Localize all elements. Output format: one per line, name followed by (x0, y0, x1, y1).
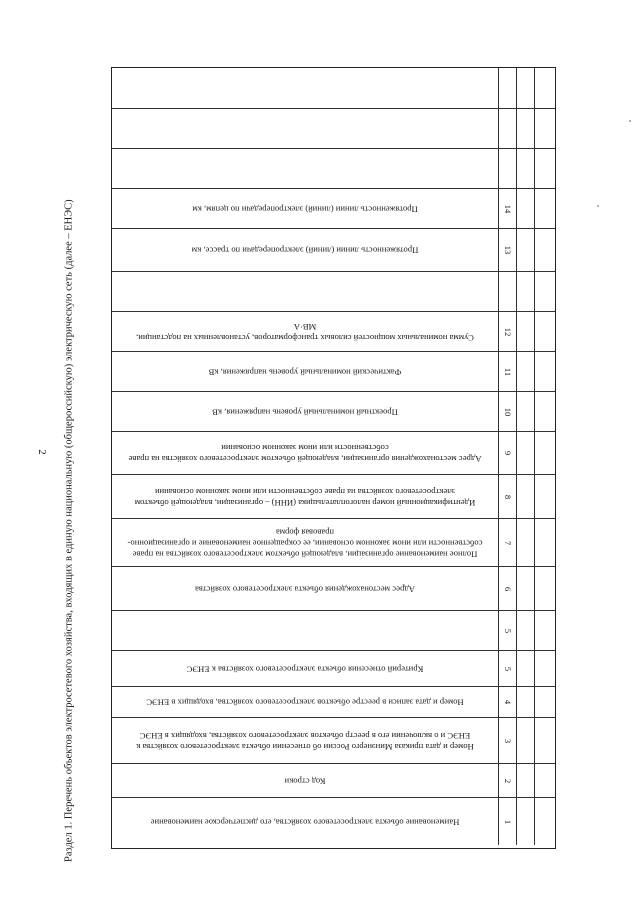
empty-cell (516, 611, 534, 650)
empty-cell (534, 272, 555, 311)
column-number-cell (498, 611, 516, 650)
enes-objects-table (111, 67, 556, 849)
table-row (112, 798, 555, 845)
column-header-label: Протяженность линии (линий) электропередачи по цепям, км (192, 204, 418, 214)
empty-cell (516, 718, 534, 763)
column-header-cell (112, 68, 498, 108)
table-row (112, 764, 555, 798)
column-header-label: Сумма номинальных мощностей силовых трансформаторов, установленных на подстанции, МВ·А (136, 321, 474, 343)
column-number-cell (498, 109, 516, 148)
empty-cell (516, 229, 534, 271)
column-number: 13 (502, 245, 513, 255)
column-number-cell (498, 189, 516, 228)
empty-cell (534, 651, 555, 686)
column-header-label: Полное наименование организации, владеющей объектом электросетевого хозяйства на праве собственности или ином законном основании, ее сокращенное наименование и организационно-правовая форма (127, 527, 483, 559)
column-number: 5 (502, 628, 513, 633)
table-row (112, 229, 555, 272)
empty-cell (534, 189, 555, 228)
table-row (112, 567, 555, 611)
column-number-cell (498, 764, 516, 797)
table-row (112, 272, 555, 312)
column-number-cell (498, 687, 516, 717)
table-row (112, 149, 555, 189)
empty-cell (534, 764, 555, 797)
empty-cell (516, 475, 534, 518)
empty-cell (516, 764, 534, 797)
empty-cell (516, 109, 534, 148)
section-title: Раздел 1. Перечень объектов электросетевого хозяйства, входящих в единую национальную (общероссийскую) электрическую сеть (далее – ЕНЭС) (63, 199, 75, 862)
column-number-cell (498, 312, 516, 351)
page-number: 2 (36, 449, 48, 455)
column-number: 6 (502, 586, 513, 591)
column-header-cell (112, 229, 498, 271)
column-number: 4 (502, 699, 513, 705)
column-number-cell (498, 519, 516, 566)
table-row (112, 475, 555, 519)
column-header-cell (112, 109, 498, 148)
empty-cell (534, 312, 555, 351)
empty-cell (516, 798, 534, 845)
empty-cell (534, 718, 555, 763)
column-header-label: Проектный номинальный уровень напряжения, кВ (212, 407, 398, 417)
empty-cell (516, 272, 534, 311)
column-number-cell (498, 432, 516, 474)
table-row (112, 392, 555, 432)
empty-cell (534, 229, 555, 271)
empty-cell (534, 392, 555, 431)
table-row (112, 68, 555, 109)
column-number-cell (498, 149, 516, 188)
table-row (112, 651, 555, 687)
column-header-cell (112, 312, 498, 351)
scan-speck (629, 120, 631, 122)
table-row (112, 312, 555, 352)
column-number-cell (498, 718, 516, 763)
column-header-cell (112, 149, 498, 188)
table-row (112, 687, 555, 718)
column-number: 7 (502, 540, 513, 545)
column-header-label: Фактический номинальный уровень напряжения, кВ (208, 367, 402, 377)
column-header-cell (112, 798, 498, 845)
empty-cell (516, 392, 534, 431)
column-number: 14 (502, 204, 513, 213)
empty-cell (516, 567, 534, 610)
empty-cell (534, 432, 555, 474)
empty-cell (534, 109, 555, 148)
column-header-cell (112, 475, 498, 518)
column-number: 5 (502, 666, 513, 671)
column-header-cell (112, 432, 498, 474)
empty-cell (534, 567, 555, 610)
column-header-label: Код строки (284, 776, 326, 786)
empty-cell (516, 312, 534, 351)
column-header-cell (112, 611, 498, 650)
column-header-label: Протяженность линии (линий) электропередачи по трассе, км (191, 245, 419, 256)
column-number: 2 (502, 778, 513, 783)
empty-cell (516, 149, 534, 188)
empty-cell (516, 432, 534, 474)
table-row (112, 611, 555, 651)
column-number-cell (498, 68, 516, 108)
column-number: 10 (502, 407, 513, 416)
scan-speck (597, 205, 599, 207)
table-row (112, 519, 555, 567)
empty-cell (516, 68, 534, 108)
table-row (112, 432, 555, 475)
column-header-cell (112, 189, 498, 228)
table-row (112, 718, 555, 764)
column-header-label: Номер и дата приказа Минэнерго России об отнесении объекта электросетевого хозяйства к ЕНЭС и о включении его в реестр объектов электросетевого хозяйства, входящих в ЕНЭС (136, 730, 474, 752)
column-header-cell (112, 519, 498, 566)
column-header-label: Адрес местонахождения объекта электросетевого хозяйства (195, 584, 415, 594)
column-number: 1 (502, 819, 513, 824)
column-header-cell (112, 392, 498, 431)
column-header-cell (112, 718, 498, 763)
empty-cell (534, 611, 555, 650)
column-number-cell (498, 567, 516, 610)
column-header-label: Наименование объекта электросетевого хозяйства, его диспетчерское наименование (150, 817, 460, 827)
empty-cell (534, 352, 555, 391)
column-header-label: Идентификационный номер налогоплательщика (ИНН) – организации, владеющей объектом электросетевого хозяйства на праве собственности или ином законном основании (134, 486, 476, 508)
empty-cell (516, 519, 534, 566)
empty-cell (534, 68, 555, 108)
column-number: 8 (502, 494, 513, 499)
column-number: 3 (502, 738, 513, 743)
empty-cell (534, 149, 555, 188)
column-header-cell (112, 567, 498, 610)
column-number-cell (498, 392, 516, 431)
column-header-label: Критерий отнесения объекта электросетевого хозяйства к ЕНЭС (186, 664, 424, 674)
table-row (112, 109, 555, 149)
column-header-label: Адрес местонахождения организации, владеющей объектом электросетевого хозяйства на праве собственности или ином законном основании (128, 443, 482, 464)
column-header-cell (112, 651, 498, 686)
column-number-cell (498, 651, 516, 686)
empty-cell (534, 519, 555, 566)
empty-cell (516, 687, 534, 717)
empty-cell (516, 352, 534, 391)
column-number-cell (498, 272, 516, 311)
table-row (112, 189, 555, 229)
column-header-cell (112, 764, 498, 797)
column-number-cell (498, 475, 516, 518)
column-header-cell (112, 272, 498, 311)
column-header-cell (112, 687, 498, 717)
empty-cell (516, 651, 534, 686)
column-number-cell (498, 798, 516, 845)
column-number: 12 (502, 327, 513, 336)
column-number: 11 (502, 367, 513, 376)
empty-cell (534, 798, 555, 845)
column-number-cell (498, 229, 516, 271)
empty-cell (534, 687, 555, 717)
empty-cell (516, 189, 534, 228)
empty-cell (534, 475, 555, 518)
column-header-label: Номер и дата записи в реестре объектов электросетевого хозяйства, входящих в ЕНЭС (146, 697, 464, 708)
table-row (112, 352, 555, 392)
column-number-cell (498, 352, 516, 391)
column-header-cell (112, 352, 498, 391)
column-number: 9 (502, 450, 513, 456)
